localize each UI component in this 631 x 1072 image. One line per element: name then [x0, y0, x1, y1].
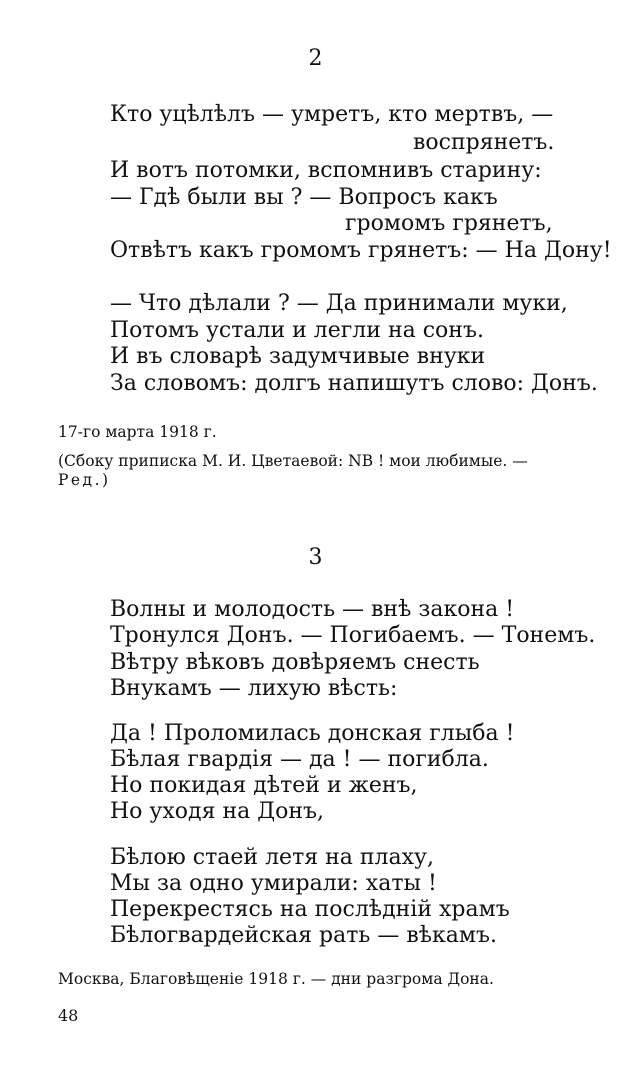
poem-line: Бѣлогвардейская рать — вѣкамъ.: [110, 923, 498, 948]
poem-line: Перекрестясь на послѣдній храмъ: [110, 897, 510, 922]
poem-line: — Что дѣлали ? — Да принимали муки,: [110, 291, 568, 316]
poem-line: громомъ грянетъ,: [345, 211, 553, 236]
poem-line: Тронулся Донъ. — Погибаемъ. — Тонемъ.: [110, 623, 596, 648]
editor-note-signature: Ред.): [58, 471, 111, 489]
poem-line: И вотъ потомки, вспомнивъ старину:: [110, 158, 542, 183]
poem-line: И въ словарѣ задумчивые внуки: [110, 344, 486, 369]
section-number-3: 3: [308, 545, 323, 570]
editor-note: (Сбоку приписка М. И. Цветаевой: NB ! мои любимые. —: [58, 452, 528, 470]
poem-line: Отвѣтъ какъ громомъ грянетъ: — На Дону!: [110, 238, 612, 263]
poem-line: Бѣлою стаей летя на плаху,: [110, 845, 434, 870]
poem-line: Но покидая дѣтей и женъ,: [110, 773, 418, 798]
poem-line: Волны и молодость — внѣ закона !: [110, 597, 515, 622]
poem-line: — Гдѣ были вы ? — Вопросъ какъ: [110, 185, 498, 210]
section-number-2: 2: [308, 46, 323, 71]
poem-line: Да ! Проломилась донская глыба !: [110, 721, 515, 746]
poem-line: Мы за одно умирали: хаты !: [110, 871, 437, 896]
poem-date: 17-го марта 1918 г.: [58, 423, 217, 441]
poem-line: Вѣтру вѣковъ довѣряемъ снесть: [110, 650, 480, 675]
page-number: 48: [58, 1006, 79, 1025]
poem-line: Кто уцѣлѣлъ — умретъ, кто мертвъ, —: [110, 102, 554, 127]
poem-line: Внукамъ — лихую вѣсть:: [110, 676, 398, 701]
poem-line: Но уходя на Донъ,: [110, 799, 324, 824]
poem-dateline: Москва, Благовѣщеніе 1918 г. — дни разгрома Дона.: [58, 970, 494, 988]
poem-line: Бѣлая гвардія — да ! — погибла.: [110, 747, 489, 772]
poem-line: воспрянетъ.: [413, 130, 555, 155]
poem-line: Потомъ устали и легли на сонъ.: [110, 318, 484, 343]
poem-line: За словомъ: долгъ напишутъ слово: Донъ.: [110, 371, 598, 396]
